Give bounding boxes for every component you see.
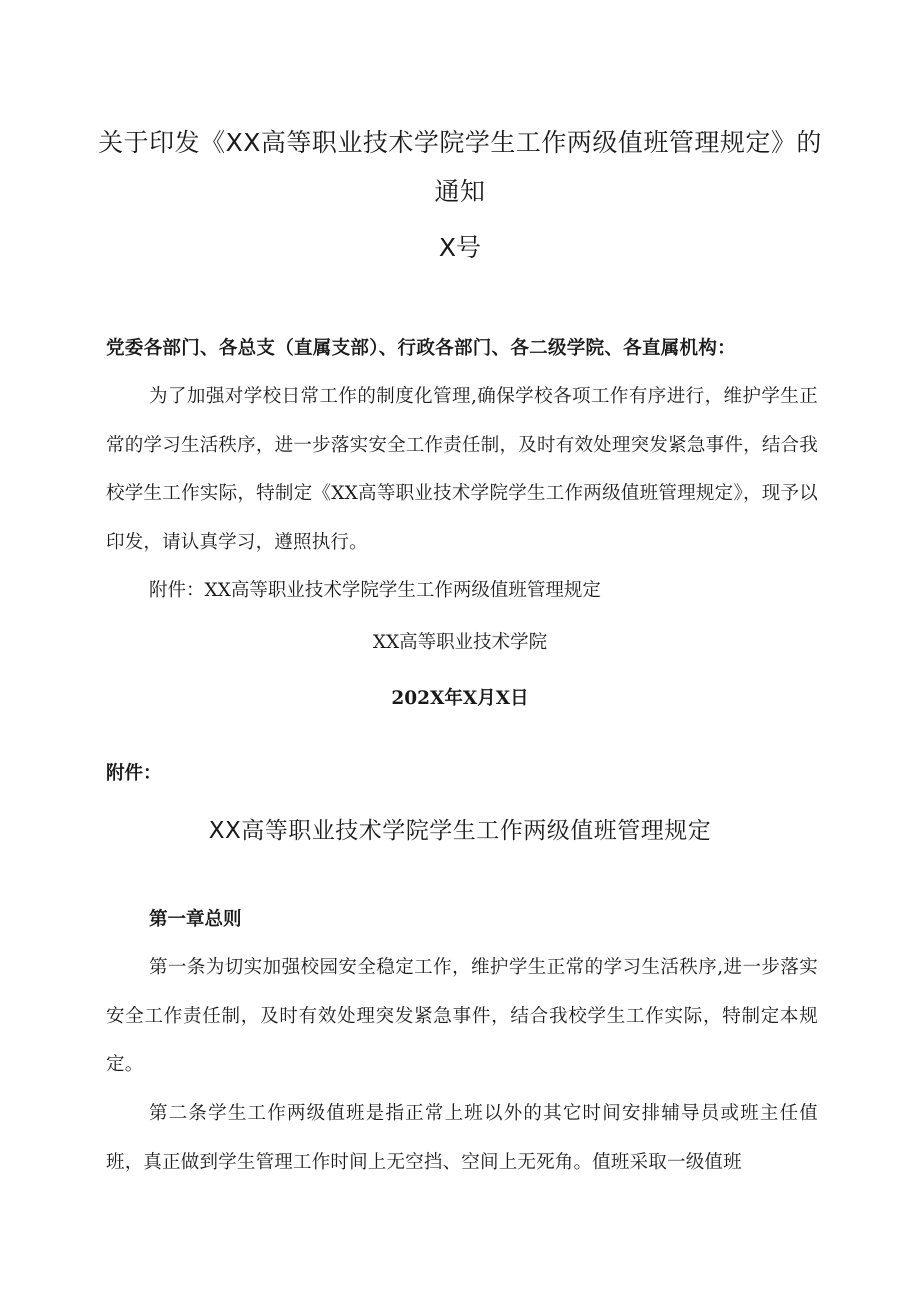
regulation-title: XX高等职业技术学院学生工作两级值班管理规定 xyxy=(208,818,712,844)
signer-organization: XX高等职业技术学院 xyxy=(372,632,548,653)
document-number: X号 xyxy=(438,233,482,262)
notice-body: 为了加强对学校日常工作的制度化管理,确保学校各项工作有序进行，维护学生正常的学习生活秩序，进一步落实安全工作责任制，及时有效处理突发紧急事件，结合我校学生工作实际，特制定《XX高等职业技术学院学生工作两级值班管理规定》，现予以印发，请认真学习，遵照执行。 xyxy=(106,386,818,553)
notice-title xyxy=(0,118,920,216)
article-2: 第二条学生工作两级值班是指正常上班以外的其它时间安排辅导员或班主任值班，真正做到学生管理工作时间上无空挡、空间上无死角。值班采取一级值班 xyxy=(106,1103,818,1173)
signing-date-text: 202X年X月X日 xyxy=(391,688,529,709)
chapter-heading: 第一章总则 xyxy=(149,909,242,930)
attachment-reference: 附件：XX高等职业技术学院学生工作两级值班管理规定 xyxy=(149,580,601,601)
signing-date xyxy=(0,684,920,710)
notice-title-line-1: 关于印发《XX高等职业技术学院学生工作两级值班管理规定》的 xyxy=(98,128,822,157)
attachment-label: 附件： xyxy=(106,763,162,784)
article-1: 第一条为切实加强校园安全稳定工作，维护学生正常的学习生活秩序,进一步落实安全工作责任制，及时有效处理突发紧急事件，结合我校学生工作实际，特制定本规定。 xyxy=(106,957,818,1075)
addressees: 党委各部门、各总支（直属支部）、行政各部门、各二级学院、各直属机构： xyxy=(106,338,736,359)
notice-title-line-2: 通知 xyxy=(434,177,486,206)
